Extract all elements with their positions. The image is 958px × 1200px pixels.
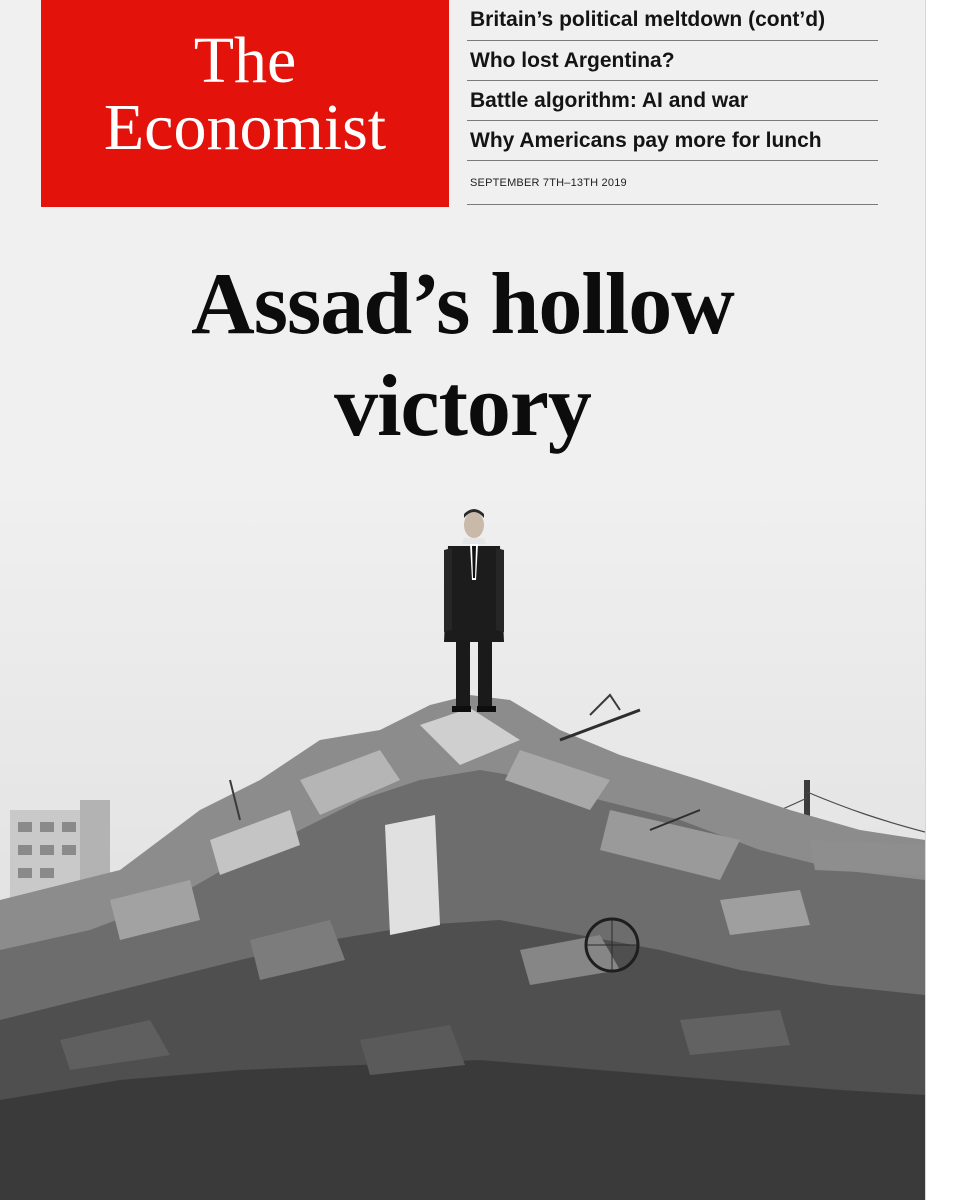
logo-line-economist: Economist [103, 91, 387, 164]
cover-line-britain: Britain’s political meltdown (cont’d) [467, 0, 878, 41]
cover-lines [467, 0, 878, 205]
cover-story-title-line2: victory [334, 358, 591, 455]
cover-line-lunch: Why Americans pay more for lunch [467, 121, 878, 161]
rubble-illustration [0, 480, 925, 1200]
cover-line-ai-war: Battle algorithm: AI and war [467, 81, 878, 121]
cover-story-title-line1: Assad’s hollow [191, 256, 734, 353]
page-margin [925, 0, 958, 1200]
issue-date: SEPTEMBER 7TH–13TH 2019 [467, 161, 878, 205]
economist-logo [41, 0, 449, 207]
logo-line-the: The [193, 24, 297, 97]
cover-line-argentina: Who lost Argentina? [467, 41, 878, 81]
